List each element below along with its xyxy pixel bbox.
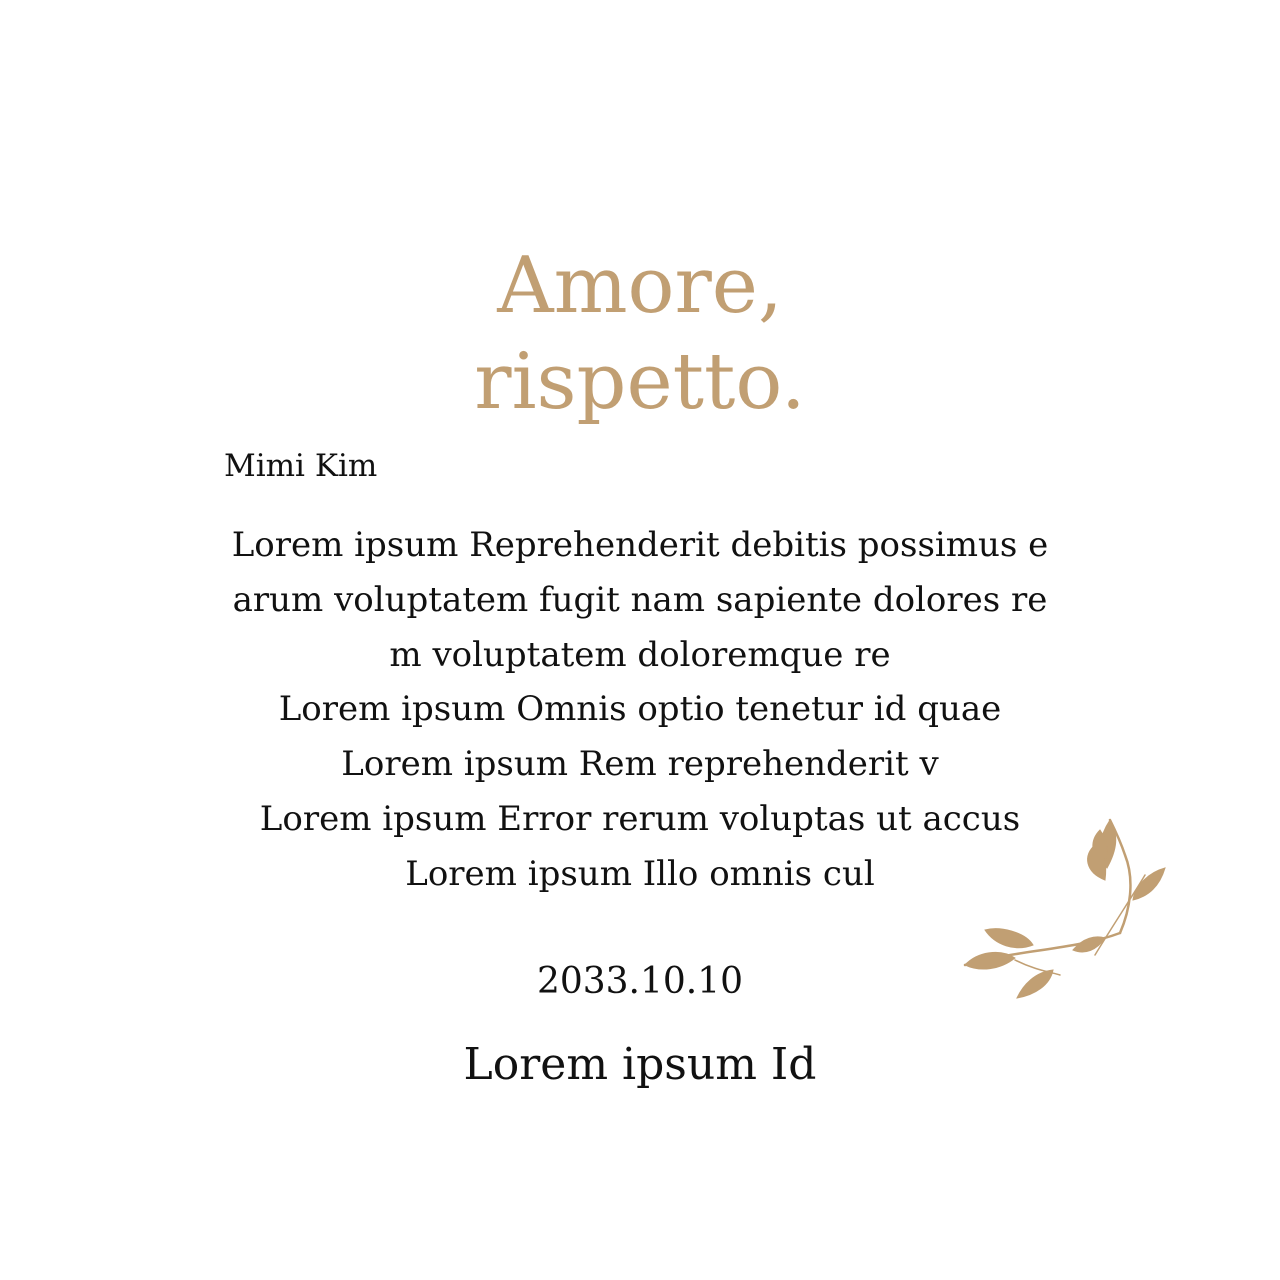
body-line: Lorem ipsum Error rerum voluptas ut accus bbox=[259, 798, 1021, 839]
body-line: arum voluptatem fugit nam sapiente dolores re bbox=[232, 579, 1048, 620]
body-line: m voluptatem doloremque re bbox=[389, 634, 891, 675]
event-date: 2033.10.10 bbox=[536, 961, 744, 1002]
body-line: Lorem ipsum Reprehenderit debitis possimus e bbox=[231, 525, 1049, 565]
body-line: Lorem ipsum Omnis optio tenetur id quae bbox=[278, 689, 1002, 730]
body-line: Lorem ipsum Rem reprehenderit v bbox=[341, 744, 939, 785]
title-line-1: Amore, bbox=[497, 241, 783, 331]
author-name: Mimi Kim bbox=[224, 448, 378, 484]
footer-text: Lorem ipsum Id bbox=[463, 1039, 817, 1090]
body-line: Lorem ipsum Illo omnis cul bbox=[405, 853, 875, 894]
page-title bbox=[0, 238, 1280, 430]
title-line-2: rispetto. bbox=[474, 337, 806, 427]
